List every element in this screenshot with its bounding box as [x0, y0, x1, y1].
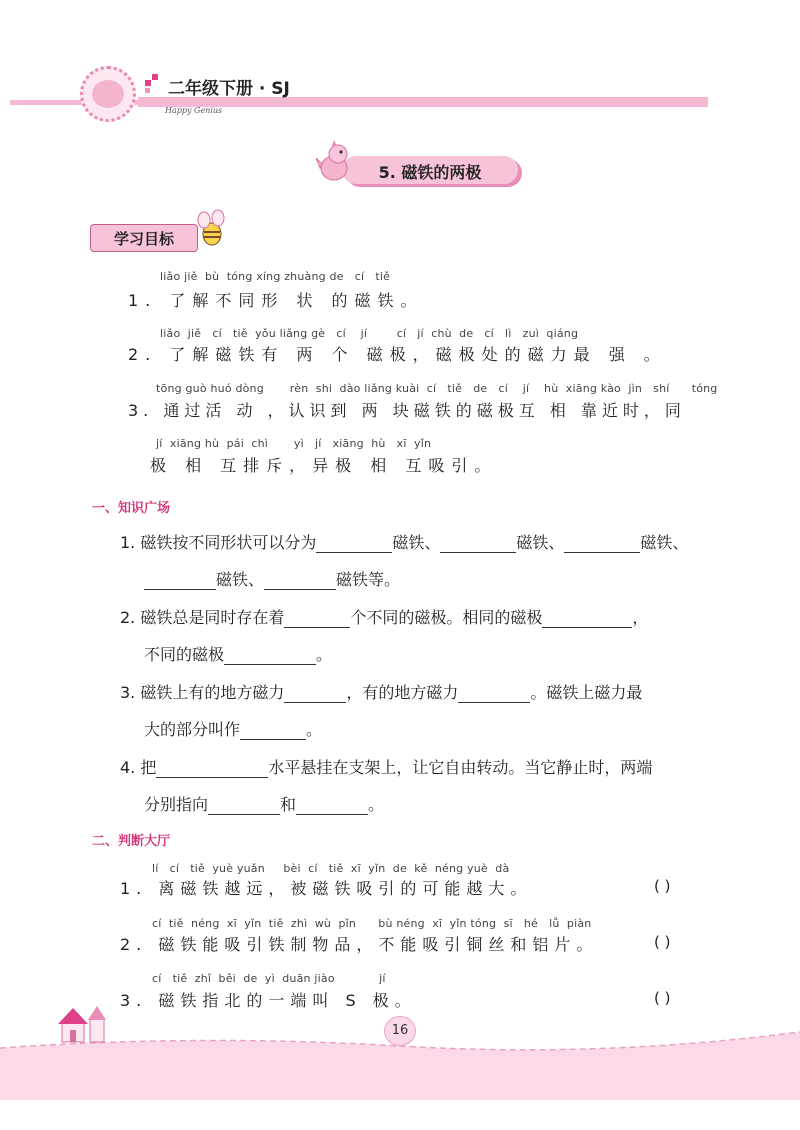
answer-blank[interactable] — [264, 573, 336, 590]
bullet-square — [145, 80, 151, 86]
answer-parentheses[interactable]: ( ) — [654, 877, 671, 895]
answer-blank[interactable] — [296, 798, 368, 815]
judge-item: 1. 离磁铁越远，被磁铁吸引的可能越大。 — [120, 879, 533, 898]
goals-heading: 学习目标 — [113, 230, 174, 248]
question-text: 水平悬挂在支架上，让它自由转动。当它静止时，两端 — [268, 758, 653, 777]
question-text: 磁铁等。 — [336, 570, 401, 589]
page-number: 16 — [384, 1016, 416, 1046]
book-title: 二年级下册 · SJ — [168, 79, 290, 99]
question-text: 。 — [316, 645, 333, 664]
bee-icon — [196, 208, 228, 248]
question-text: 4. 把 — [120, 758, 157, 777]
answer-blank[interactable] — [208, 798, 280, 815]
question-text: ，有的地方磁力 — [346, 683, 459, 702]
answer-blank[interactable] — [284, 686, 346, 703]
answer-blank[interactable] — [542, 611, 632, 628]
section-heading-judgement: 二、判断大厅 — [92, 834, 171, 849]
answer-blank[interactable] — [284, 611, 350, 628]
lesson-title: 5. 磁铁的两极 — [378, 163, 482, 182]
judge-item: 3. 磁铁指北的一端叫 S 极。 — [120, 991, 417, 1010]
answer-blank[interactable] — [156, 761, 268, 778]
answer-blank[interactable] — [458, 686, 530, 703]
question-text: 。 — [306, 720, 323, 739]
goal-item: 极 相 互排斥，异极 相 互吸引。 — [150, 456, 498, 475]
fill-question-1 — [120, 530, 688, 553]
bullet-square — [152, 74, 158, 80]
answer-blank[interactable] — [564, 536, 640, 553]
question-text: 大的部分叫作 — [144, 720, 241, 739]
answer-blank[interactable] — [224, 648, 316, 665]
fill-question-4-cont — [144, 792, 384, 815]
judge-item: 2. 磁铁能吸引铁制物品，不能吸引铜丝和铝片。 — [120, 935, 599, 954]
goal-item: 1. 了解不同形 状 的磁铁。 — [128, 291, 424, 310]
fill-question-2-cont — [144, 642, 332, 665]
house-icon — [54, 1000, 110, 1048]
answer-parentheses[interactable]: ( ) — [654, 989, 671, 1007]
fill-question-3-cont — [144, 717, 322, 740]
question-text: 磁铁、 — [216, 570, 265, 589]
section-heading-knowledge: 一、知识广场 — [92, 501, 171, 516]
question-text: 磁铁、 — [516, 533, 565, 552]
goal-pinyin: liǎo jiě cí tiě yǒu liǎng gè cí jí cí jí chù de cí lì zuì qiáng — [160, 327, 579, 340]
question-text: 磁铁、 — [640, 533, 689, 552]
question-text: ， — [632, 608, 649, 627]
answer-blank[interactable] — [240, 723, 306, 740]
judge-pinyin: cí tiě zhǐ běi de yì duān jiào jí — [152, 972, 386, 985]
question-text: 。 — [368, 795, 385, 814]
question-text: 1. 磁铁按不同形状可以分为 — [120, 533, 317, 552]
question-text: 。磁铁上磁力最 — [530, 683, 643, 702]
goal-pinyin: jí xiāng hù pái chì yì jí xiāng hù xī yǐn — [156, 437, 432, 450]
fill-question-1-cont — [144, 567, 400, 590]
question-text: 不同的磁极 — [144, 645, 225, 664]
logo-icon — [92, 80, 124, 108]
judge-pinyin: cí tiě néng xī yǐn tiě zhì wù pǐn bù néng xī yǐn tóng sī hé lǚ piàn — [152, 917, 592, 930]
goal-item: 3. 通过活 动 ，认识到 两 块磁铁的磁极互 相 靠近时，同 — [128, 401, 686, 420]
judge-pinyin: lí cí tiě yuè yuǎn bèi cí tiě xī yǐn de kě néng yuè dà — [152, 862, 510, 875]
fill-question-3 — [120, 680, 642, 703]
question-text: 分别指向 — [144, 795, 209, 814]
question-text: 个不同的磁极。相同的磁极 — [350, 608, 543, 627]
fill-question-2 — [120, 605, 648, 628]
question-text: 3. 磁铁上有的地方磁力 — [120, 683, 285, 702]
question-text: 2. 磁铁总是同时存在着 — [120, 608, 285, 627]
answer-parentheses[interactable]: ( ) — [654, 933, 671, 951]
goal-pinyin: liǎo jiě bù tóng xíng zhuàng de cí tiě — [160, 270, 391, 283]
fill-question-4 — [120, 755, 652, 778]
answer-blank[interactable] — [440, 536, 516, 553]
answer-blank[interactable] — [144, 573, 216, 590]
brand-subtitle: Happy Genius — [165, 106, 223, 115]
question-text: 磁铁、 — [392, 533, 441, 552]
bullet-square — [145, 88, 150, 93]
goal-pinyin: tōng guò huó dòng rèn shi dào liǎng kuài cí tiě de cí jí hù xiāng kào jìn shí tóng — [156, 382, 718, 395]
answer-blank[interactable] — [316, 536, 392, 553]
goal-item: 2. 了解磁铁有 两 个 磁极，磁极处的磁力最 强 。 — [128, 345, 667, 364]
question-text: 和 — [280, 795, 297, 814]
